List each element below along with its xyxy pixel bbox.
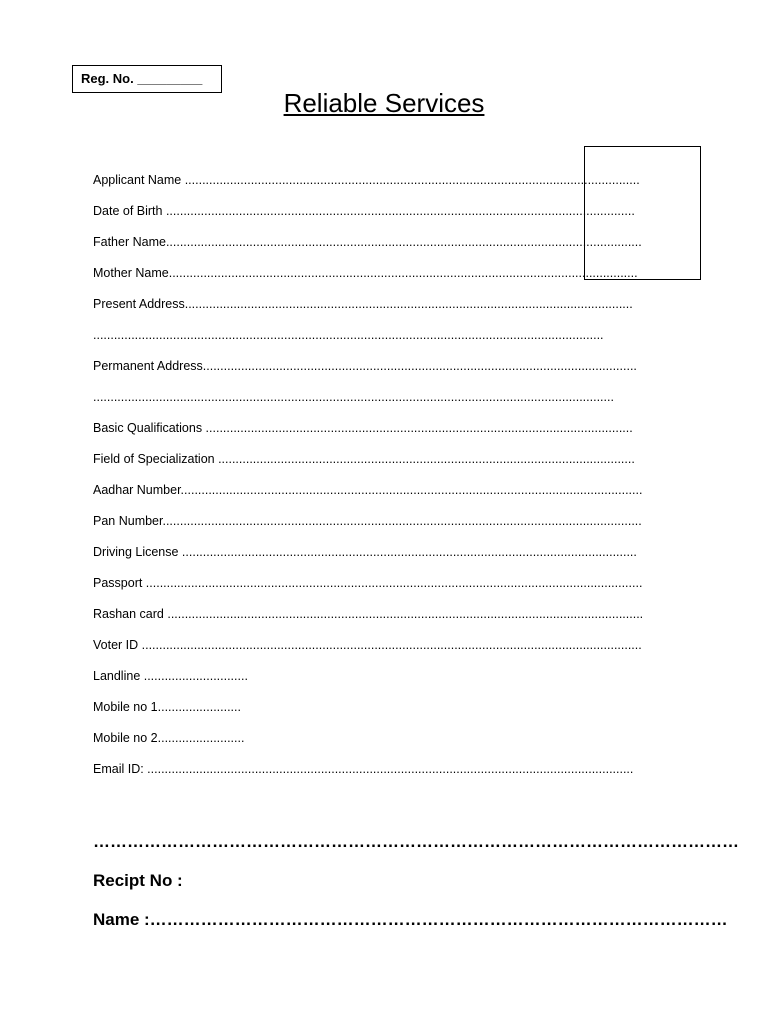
receipt-no: Recipt No : — [93, 871, 183, 890]
field-mobile-1: Mobile no 1........................ — [93, 700, 241, 714]
field-driving-license: Driving License ................................................................................................................................... — [93, 545, 637, 559]
field-landline: Landline .............................. — [93, 669, 248, 683]
field-voter-id: Voter ID ................................................................................................................................................ — [93, 638, 642, 652]
field-mobile-2: Mobile no 2......................... — [93, 731, 245, 745]
field-permanent-address-line2: ...................................................................................................................................................... — [93, 390, 614, 404]
field-permanent-address: Permanent Address............................................................................................................................. — [93, 359, 637, 373]
page-title: Reliable Services — [283, 88, 485, 118]
field-pan-number: Pan Number.......................................................................................................................................... — [93, 514, 642, 528]
field-date-of-birth: Date of Birth ....................................................................................................................................... — [93, 204, 635, 218]
field-basic-qualifications: Basic Qualifications ........................................................................................................................... — [93, 421, 633, 435]
receipt-name: Name :………………………………………………………………………………………… — [93, 910, 728, 929]
field-present-address-line2: ................................................................................................................................................... — [93, 328, 604, 342]
field-rashan-card: Rashan card ......................................................................................................................................... — [93, 607, 644, 621]
receipt-separator: …………………………………………………………………………………………………… — [93, 832, 739, 851]
field-aadhar-number: Aadhar Number..................................................................................................................................... — [93, 483, 643, 497]
field-email-id: Email ID: ............................................................................................................................................ — [93, 762, 634, 776]
field-passport: Passport ............................................................................................................................................... — [93, 576, 643, 590]
field-father-name: Father Name......................................................................................................................................... — [93, 235, 642, 249]
field-present-address: Present Address................................................................................................................................. — [93, 297, 633, 311]
field-specialization: Field of Specialization ........................................................................................................................ — [93, 452, 635, 466]
reg-no-box: Reg. No. _________ — [72, 65, 222, 93]
field-mother-name: Mother Name....................................................................................................................................... — [93, 266, 638, 280]
field-applicant-name: Applicant Name ................................................................................................................................... — [93, 173, 640, 187]
